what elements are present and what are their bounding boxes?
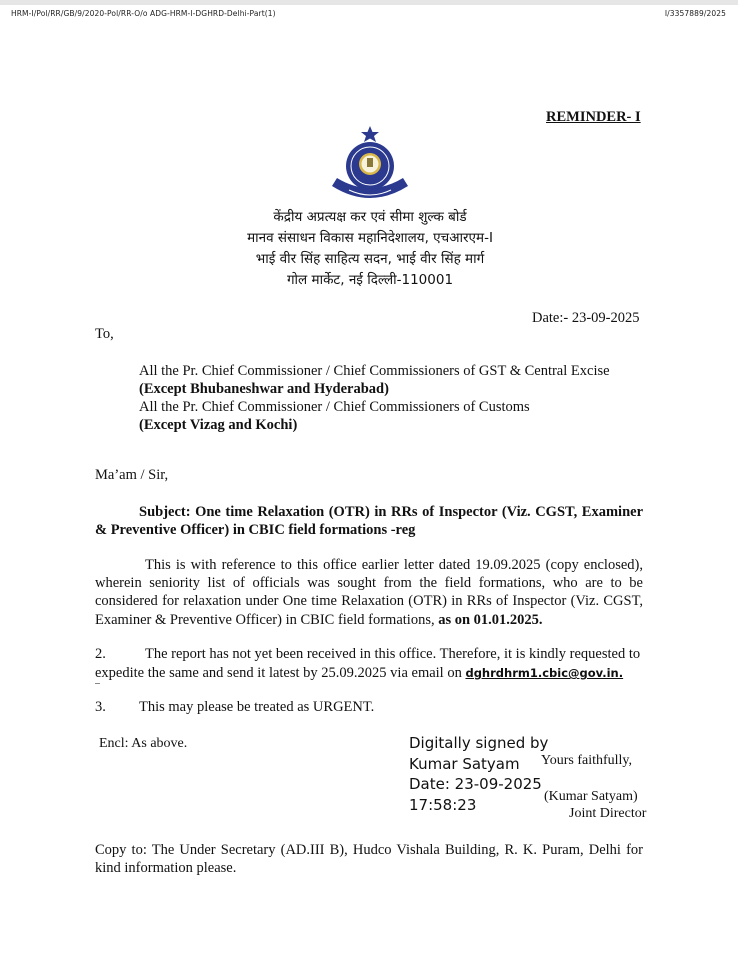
subject-line: Subject: One time Relaxation (OTR) in RRs of Inspector (Viz. CGST, Examiner & Preventive Officer) in CBIC field formations -reg: [95, 504, 643, 538]
top-bar: [0, 0, 738, 5]
paragraph-1-text: This is with reference to this office earlier letter dated 19.09.2025 (copy enclosed), wherein seniority list of officials was sought from the field formations, who are to be considered for relaxation under One time Relaxation (OTR) in RRs of Inspector (Viz. CGST, Examiner & Preventive Officer) in CBIC field formations,: [95, 557, 643, 628]
file-reference: HRM-I/Pol/RR/GB/9/2020-Pol/RR-O/o ADG-HRM-I-DGHRD-Delhi-Part(1): [11, 9, 276, 18]
letterhead-line: गोल मार्केट, नई दिल्ली-110001: [286, 272, 454, 288]
letterhead-line: केंद्रीय अप्रत्यक्ष कर एवं सीमा शुल्क बोर्ड: [273, 209, 467, 225]
digital-signature-line: 17:58:23: [409, 795, 477, 814]
copy-to: Copy to: The Under Secretary (AD.III B), Hudco Vishala Building, R. K. Puram, Delhi for kind information please.: [95, 842, 643, 876]
paragraph-1: [95, 556, 643, 629]
paragraph-number: 2.: [95, 646, 106, 662]
digital-signature-stamp: [409, 733, 548, 815]
enclosure-note: Encl: As above.: [99, 736, 188, 751]
letterhead-line: भाई वीर सिंह साहित्य सदन, भाई वीर सिंह मार्ग: [255, 251, 485, 267]
paragraph-2: [95, 645, 643, 683]
paragraph-2-text: The report has not yet been received in this office. Therefore, it is kindly requested to expedite the same and send it latest by 25.09.2025 via email on: [95, 646, 641, 681]
paragraph-1-bold-date: as on 01.01.2025.: [438, 611, 543, 628]
paragraph-3-text: This may please be treated as URGENT.: [139, 699, 375, 715]
document-number: I/3357889/2025: [664, 9, 726, 18]
addressee-line: All the Pr. Chief Commissioner / Chief Commissioners of GST & Central Excise: [139, 363, 610, 379]
addressee-line: All the Pr. Chief Commissioner / Chief Commissioners of Customs: [139, 399, 530, 415]
addressee-block: [139, 362, 610, 434]
addressee-exception: (Except Bhubaneshwar and Hyderabad): [139, 381, 389, 397]
letterhead-line: मानव संसाधन विकास महानिदेशालय, एचआरएम-I: [247, 230, 493, 246]
paragraph-number: 3.: [95, 699, 106, 715]
reminder-label: REMINDER- I: [546, 109, 641, 125]
stray-mark: [95, 683, 100, 684]
cbic-emblem-icon: [327, 124, 413, 210]
signatory-designation: Joint Director: [569, 806, 647, 821]
letterhead: [200, 207, 540, 291]
digital-signature-line: Date: 23-09-2025: [409, 775, 542, 793]
letter-date: Date:- 23-09-2025: [532, 310, 640, 326]
paragraph-3: [95, 699, 374, 716]
digital-signature-line: Digitally signed by: [409, 734, 549, 752]
email-link[interactable]: dghrdhrm1.cbic@gov.in.: [465, 666, 624, 680]
addressee-exception: (Except Vizag and Kochi): [139, 417, 298, 433]
signatory-name: (Kumar Satyam): [544, 789, 638, 804]
salutation: Ma’am / Sir,: [95, 467, 169, 483]
to-label: To,: [95, 326, 114, 342]
digital-signature-line: Kumar Satyam: [409, 754, 520, 773]
closing: Yours faithfully,: [541, 753, 633, 768]
